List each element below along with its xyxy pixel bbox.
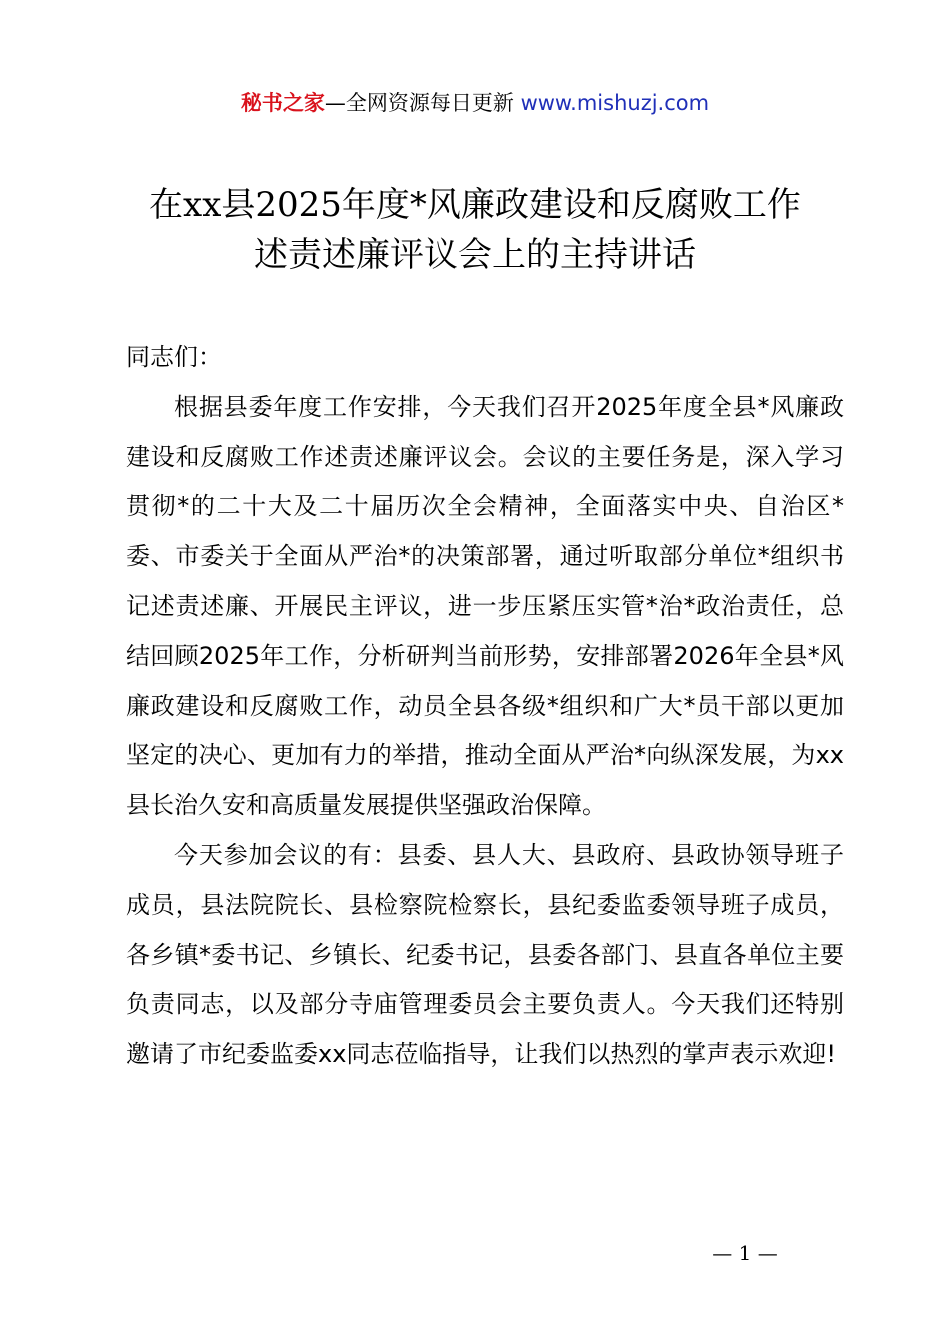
paragraph-2: 今天参加会议的有：县委、县人大、县政府、县政协领导班子成员，县法院院长、县检察院检察长，县纪委监委领导班子成员，各乡镇*委书记、乡镇长、纪委书记，县委各部门、县直各单位主要负责同志，以及部分寺庙管理委员会主要负责人。今天我们还特别邀请了市纪委监委xx同志莅临指导，让我们以热烈的掌声表示欢迎! bbox=[126, 840, 844, 1069]
title-line-1: 在xx县2025年度*风廉政建设和反腐败工作 bbox=[149, 185, 801, 225]
page-number: — 1 — bbox=[712, 1241, 778, 1265]
document-body bbox=[126, 333, 844, 1080]
brand-name: 秘书之家 bbox=[240, 91, 325, 115]
document-title bbox=[100, 180, 850, 280]
site-url-link[interactable]: www.mishuzj.com bbox=[520, 91, 710, 115]
title-line-2: 述责述廉评议会上的主持讲话 bbox=[254, 235, 696, 275]
salutation: 同志们： bbox=[126, 343, 222, 371]
header-tagline: —全网资源每日更新 bbox=[324, 91, 521, 115]
paragraph-1: 根据县委年度工作安排，今天我们召开2025年度全县*风廉政建设和反腐败工作述责述廉评议会。会议的主要任务是，深入学习贯彻*的二十大及二十届历次全会精神，全面落实中央、自治区*委、市委关于全面从严治*的决策部署，通过听取部分单位*组织书记述责述廉、开展民主评议，进一步压紧压实管*治*政治责任，总结回顾2025年工作，分析研判当前形势，安排部署2026年全县*风廉政建设和反腐败工作，动员全县各级*组织和广大*员干部以更加坚定的决心、更加有力的举措，推动全面从严治*向纵深发展，为xx县长治久安和高质量发展提供坚强政治保障。 bbox=[126, 392, 844, 820]
site-header bbox=[0, 88, 950, 118]
